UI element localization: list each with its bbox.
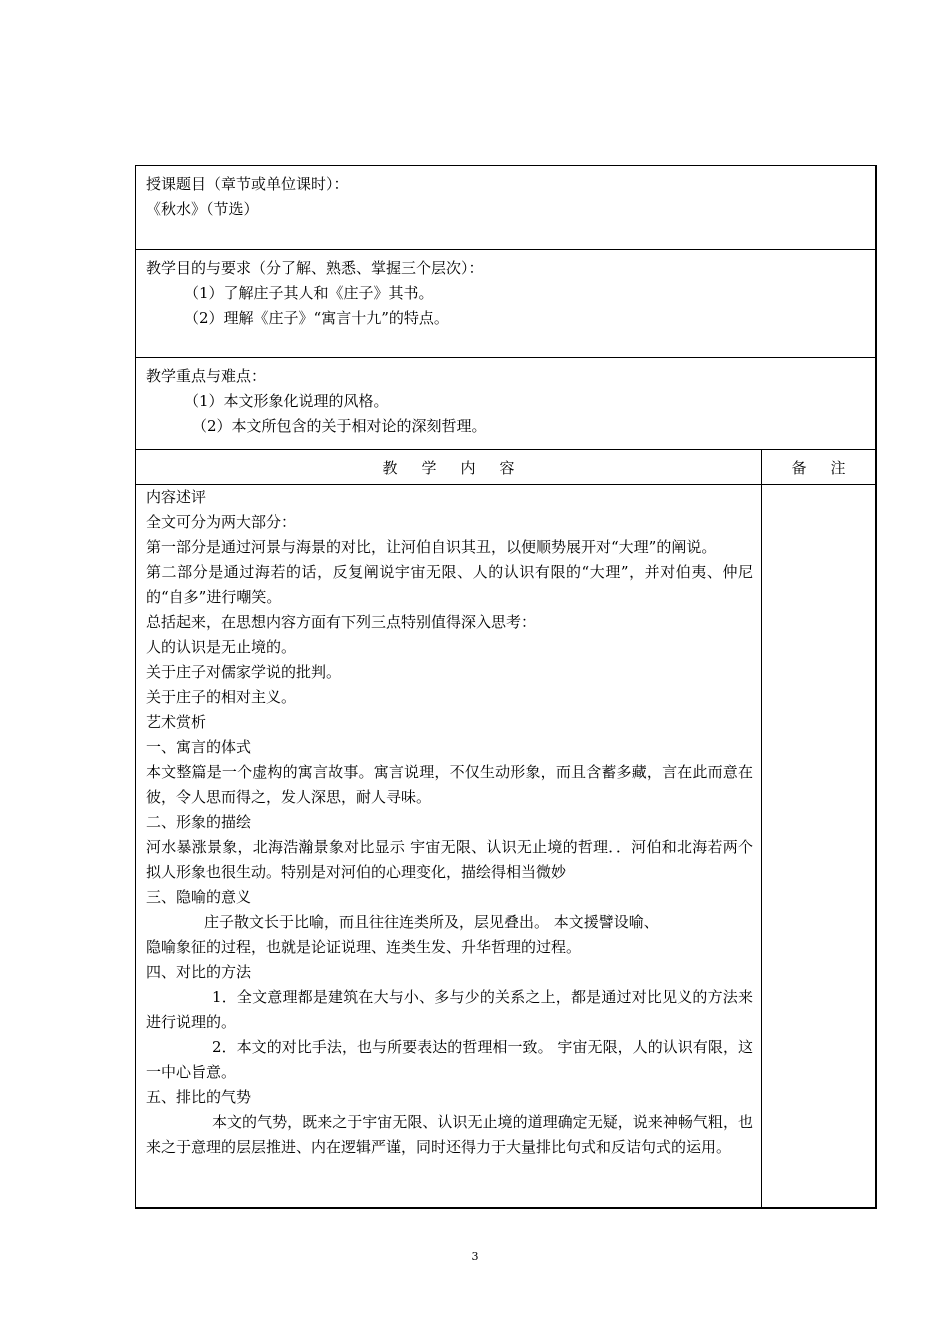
content-paragraph: 艺术赏析	[146, 713, 207, 731]
goals-label: 教学目的与要求（分了解、熟悉、掌握三个层次）：	[146, 259, 484, 277]
topic-value: 《秋水》（节选）	[146, 200, 259, 218]
content-paragraph: 本文的气势，既来之于宇宙无限、认识无止境的道理确定无疑，说来神畅气粗，也来之于意理的层层推进、内在逻辑严谨，同时还得力于大量排比句式和反诘句式的运用。	[146, 1113, 753, 1156]
content-paragraph: 内容述评	[146, 488, 207, 506]
topic-section	[135, 165, 877, 249]
key-points-section	[135, 357, 877, 449]
goal-item: （1）了解庄子其人和《庄子》其书。	[184, 284, 434, 302]
content-paragraph: 隐喻象征的过程，也就是论证说理、连类生发、升华哲理的过程。	[146, 938, 582, 956]
content-row	[135, 485, 877, 1209]
key-points-label: 教学重点与难点：	[146, 367, 267, 385]
content-paragraph: 1．全文意理都是建筑在大与小、多与少的关系之上，都是通过对比见义的方法来进行说理的。	[146, 988, 753, 1031]
content-paragraph: 关于庄子对儒家学说的批判。	[146, 663, 342, 681]
topic-label: 授课题目（章节或单位课时）：	[146, 175, 349, 193]
notes-column	[762, 485, 875, 1207]
table-header	[135, 449, 877, 485]
content-paragraph: 庄子散文长于比喻，而且往往连类所及，层见叠出。 本文援譬设喻、	[204, 913, 659, 931]
header-notes: 备注	[791, 458, 870, 477]
content-paragraph: 全文可分为两大部分：	[146, 513, 297, 531]
header-content: 教学内容	[136, 450, 762, 484]
content-paragraph: 一、寓言的体式	[146, 738, 252, 756]
lesson-plan-table	[135, 165, 877, 1209]
key-point-item: （2）本文所包含的关于相对论的深刻哲理。	[192, 417, 487, 435]
goals-section	[135, 249, 877, 357]
content-paragraph: 第二部分是通过海若的话，反复阐说宇宙无限、人的认识有限的“大理”，并对伯夷、仲尼的“自多”进行嘲笑。	[146, 563, 753, 606]
content-paragraph: 五、排比的气势	[146, 1088, 252, 1106]
content-paragraph: 二、形象的描绘	[146, 813, 252, 831]
content-paragraph: 总括起来，在思想内容方面有下列三点特别值得深入思考：	[146, 613, 537, 631]
content-paragraph: 三、隐喻的意义	[146, 888, 252, 906]
key-point-item: （1）本文形象化说理的风格。	[184, 392, 389, 410]
content-paragraph: 本文整篇是一个虚构的寓言故事。寓言说理，不仅生动形象，而且含蓄多藏，言在此而意在彼，令人思而得之，发人深思，耐人寻味。	[146, 763, 753, 806]
content-paragraph: 第一部分是通过河景与海景的对比，让河伯自识其丑，以便顺势展开对“大理”的阐说。	[146, 538, 717, 556]
content-paragraph: 2．本文的对比手法，也与所要表达的哲理相一致。 宇宙无限，人的认识有限，这一中心旨意。	[146, 1038, 753, 1081]
page-number: 3	[471, 1250, 479, 1263]
content-paragraph: 四、对比的方法	[146, 963, 252, 981]
goal-item: （2）理解《庄子》“寓言十九”的特点。	[184, 309, 449, 327]
content-paragraph: 河水暴涨景象，北海浩瀚景象对比显示 宇宙无限、认识无止境的哲理．．河伯和北海若两个拟人形象也很生动。特别是对河伯的心理变化，描绘得相当微妙	[146, 838, 753, 881]
content-column	[136, 485, 762, 1207]
content-paragraph: 人的认识是无止境的。	[146, 638, 297, 656]
content-paragraph: 关于庄子的相对主义。	[146, 688, 297, 706]
